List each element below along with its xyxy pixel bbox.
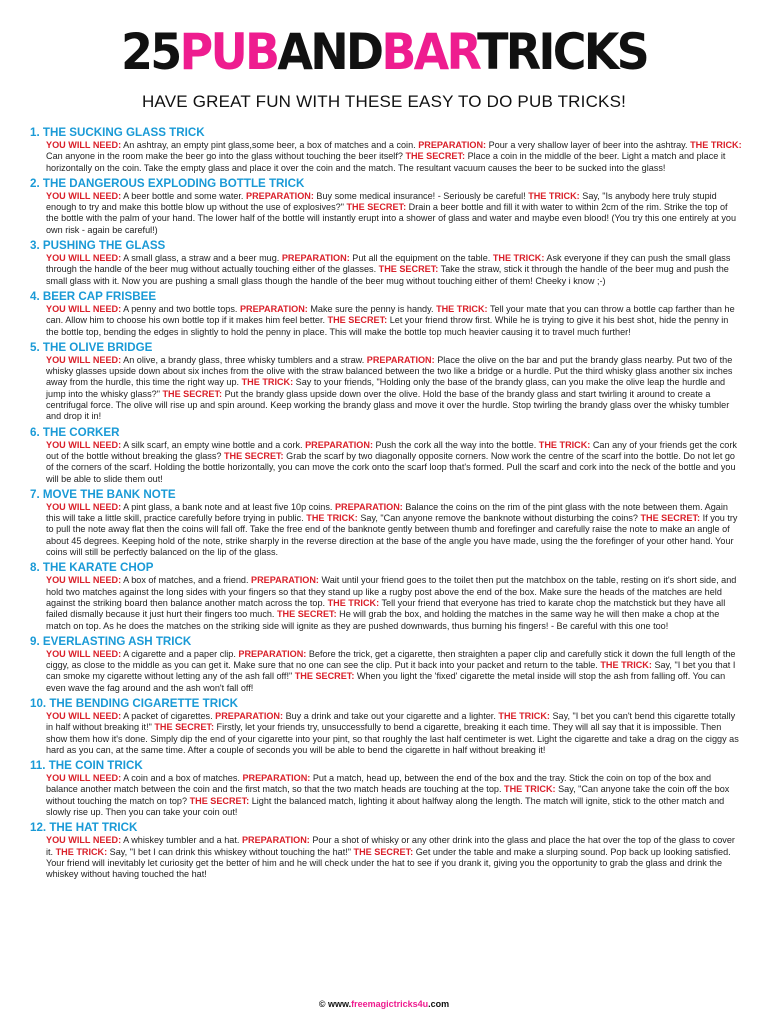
trick-item (30, 177, 742, 236)
the-trick-text: Say, "Can anyone remove the banknote without disturbing the coins? (360, 513, 638, 524)
the-trick-text: Can anyone in the room make the beer go into the glass without touching the beer itself? (46, 151, 403, 162)
the-trick-label: THE TRICK: (436, 303, 488, 314)
trick-body (46, 440, 742, 485)
need-text: A small glass, a straw and a beer mug. (123, 253, 280, 264)
the-trick-label: THE TRICK: (600, 660, 652, 671)
need-text: A silk scarf, an empty wine bottle and a cork. (123, 439, 303, 450)
trick-heading: 2. THE DANGEROUS EXPLODING BOTTLE TRICK (30, 176, 305, 190)
preparation-label: PREPARATION: (215, 710, 284, 721)
preparation-label: PREPARATION: (238, 648, 307, 659)
the-secret-label: THE SECRET: (346, 202, 407, 213)
the-secret-text: Place a coin in the middle of the beer. Light a match and place it horizontally on the coin. Take the empty glass and place it over the coin and the match. The resultant vacuum causes the beer to be sucked into the glass! (46, 151, 726, 173)
the-secret-label: THE SECRET: (378, 264, 439, 275)
preparation-text: Before the trick, get a cigarette, then straighten a paper clip and carefully stick it down the full length of the ciggy, as close to the middle as you can get it. Make sure that no one can see the clip. Put it back into your packet and return to the table. (46, 648, 736, 671)
need-label: YOU WILL NEED: (46, 710, 122, 721)
the-secret-label: THE SECRET: (223, 450, 284, 461)
page-title (31, 22, 738, 82)
trick-body (46, 191, 742, 236)
title-part-and: AND (277, 23, 382, 81)
preparation-text: Place the olive on the bar and put the brandy glass nearby. Put two of the whisky glasses upside down about six inches from the olive with the straw balanced between the two like a bridge or a hurdle. Put the third whisky glass another six inches away from the hurdle, this time the right way up. (46, 354, 733, 388)
preparation-label: PREPARATION: (242, 773, 311, 784)
the-trick-text: Can any of your friends get the cork out of the bottle without breaking the glass? (46, 439, 737, 461)
preparation-label: PREPARATION: (246, 190, 314, 201)
preparation-text: Put all the equipment on the table. (352, 253, 491, 264)
trick-heading: 9. EVERLASTING ASH TRICK (30, 634, 192, 648)
title-part-tricks: TRICKS (477, 23, 647, 81)
need-label: YOU WILL NEED: (46, 835, 122, 846)
the-trick-text: Say, "I bet you can't bend this cigarette totally in half without breaking it!" (46, 710, 736, 733)
need-label: YOU WILL NEED: (46, 190, 122, 201)
preparation-text: Make sure the penny is handy. (310, 303, 434, 314)
preparation-text: Put a match, head up, between the end of the box and the tray. Stick the coin on top of the box and balance another match between the coin and the first match, so that the two match heads are touching at the top. (46, 773, 712, 795)
trick-body (46, 835, 742, 880)
preparation-text: Buy some medical insurance! - Seriously be careful! (316, 190, 526, 201)
preparation-label: PREPARATION: (418, 140, 487, 150)
preparation-label: PREPARATION: (281, 253, 350, 264)
trick-body (46, 140, 742, 174)
tricks-list (30, 126, 742, 884)
the-secret-text: He will grab the box, and holding the matches in the same way he will then make a chop at the match on top. As he does the matches on the striking side will ignite as they are pushed downwards, thus burning his fingers! - Be careful with this one too! (46, 609, 720, 631)
trick-item (30, 697, 742, 756)
the-trick-label: THE TRICK: (306, 513, 358, 524)
preparation-label: PREPARATION: (239, 303, 308, 314)
trick-body (46, 502, 742, 558)
the-secret-text: Drain a beer bottle and fill it with water to within 2cm of the rim. Strike the top of the bottle with the palm of your hand. The lower half of the bottle will instantly erupt into a shower of glass and water and maybe even blood! (You try this one entirely at you own risk - again be careful!) (46, 202, 737, 235)
trick-item (30, 126, 742, 174)
the-secret-label: THE SECRET: (277, 609, 337, 620)
trick-heading: 10. THE BENDING CIGARETTE TRICK (30, 696, 239, 710)
the-trick-label: THE TRICK: (327, 597, 380, 608)
the-secret-label: THE SECRET: (640, 513, 701, 524)
the-trick-label: THE TRICK: (538, 439, 591, 450)
preparation-text: Pour a shot of whisky or any other drink into the glass and place the hat over the top of the glass to cover it. (46, 835, 735, 857)
trick-body (46, 711, 742, 756)
need-text: A coin and a box of matches. (123, 773, 240, 784)
need-label: YOU WILL NEED: (46, 439, 122, 450)
the-trick-text: Say, "I bet I can drink this whiskey without touching the hat!" (109, 846, 352, 857)
the-trick-text: Ask everyone if they can push the small glass through the handle of the beer mug without actually touching either of the glasses. (46, 253, 731, 275)
the-secret-label: THE SECRET: (162, 388, 223, 399)
title-part-pub: PUB (179, 23, 278, 81)
trick-body (46, 575, 742, 631)
need-text: A cigarette and a paper clip. (123, 648, 236, 659)
trick-item (30, 561, 742, 631)
page-subtitle: HAVE GREAT FUN WITH THESE EASY TO DO PUB TRICKS! (141, 92, 627, 111)
title-part-bar: BAR (381, 23, 478, 81)
the-trick-text: Say, "Can anyone take the coin off the box without touching the match on top? (46, 784, 730, 806)
need-label: YOU WILL NEED: (46, 253, 122, 264)
the-trick-label: THE TRICK: (528, 190, 580, 201)
need-text: A box of matches, and a friend. (123, 575, 249, 586)
footer-credit[interactable] (0, 999, 768, 1009)
the-secret-label: THE SECRET: (405, 151, 466, 162)
the-secret-text: When you light the 'fixed' cigarette the metal inside will stop the ash from falling off. You can even wave the fag around and the ash won't fall off! (46, 671, 726, 693)
the-secret-text: If you try to pull the note away flat then the coins will fall off. Take the free end of the banknote gently between thumb and forefinger and carefully raise the note to make an angle of about 45 degrees. Keeping hold of the note, strike sharply in the reverse direction at the base of the angle you have made, using the the forefinger of your other hand. Your coins will still be perfectly balanced on the lip of the glass. (46, 513, 738, 558)
trick-item (30, 239, 742, 287)
trick-heading: 3. PUSHING THE GLASS (30, 239, 166, 253)
trick-item (30, 341, 742, 423)
need-text: A whiskey tumbler and a hat. (123, 835, 240, 846)
preparation-label: PREPARATION: (334, 501, 403, 512)
trick-item (30, 426, 742, 485)
the-trick-label: THE TRICK: (498, 710, 550, 721)
footer-prefix: © www. (318, 999, 352, 1009)
trick-heading: 7. MOVE THE BANK NOTE (30, 487, 176, 501)
trick-body (46, 355, 742, 423)
preparation-label: PREPARATION: (366, 354, 435, 365)
footer-suffix: .com (428, 999, 450, 1009)
the-trick-label: THE TRICK: (690, 140, 742, 150)
preparation-text: Pour a very shallow layer of beer into the ashtray. (488, 140, 688, 150)
need-text: A pint glass, a bank note and at least five 10p coins. (123, 501, 333, 512)
the-trick-text: Say, "I bet you that I can smoke my cigarette without letting any of the ash fall off!" (46, 660, 736, 682)
trick-heading: 6. THE CORKER (30, 425, 120, 439)
need-text: An olive, a brandy glass, three whisky tumblers and a straw. (123, 354, 365, 365)
need-label: YOU WILL NEED: (46, 303, 122, 314)
trick-heading: 8. THE KARATE CHOP (30, 561, 154, 575)
preparation-text: Balance the coins on the rim of the pint glass with the note between them. Again this will take a little skill, practice carefully before trying in public. (46, 501, 728, 524)
preparation-label: PREPARATION: (305, 439, 373, 450)
trick-body (46, 649, 742, 694)
footer-brand: freemagictricks4u (351, 999, 429, 1009)
the-trick-label: THE TRICK: (55, 846, 108, 857)
need-text: A packet of cigarettes. (123, 710, 213, 721)
preparation-text: Wait until your friend goes to the toilet then put the matchbox on the table, resting on it's short side, and hold two matches against the long sides with your fingers so that they stand up like a rugby post above the end of the box. Make sure the heads of the matches are held against the striking board then balance another match across the top. (46, 575, 737, 608)
need-label: YOU WILL NEED: (46, 648, 122, 659)
trick-item (30, 290, 742, 338)
need-text: An ashtray, an empty pint glass,some beer, a box of matches and a coin. (123, 140, 416, 150)
the-secret-text: Grab the scarf by two diagonally opposite corners. Now work the centre of the scarf into the bottle. Do not let go of the corners of the scarf. Holding the bottle horizontally, you can move the cork onto the scarf loop that's formed. Pull the scarf and cork into the neck of the bottle and you will be able to slide them out! (46, 450, 736, 484)
trick-heading: 1. THE SUCKING GLASS TRICK (30, 126, 205, 139)
trick-body (46, 253, 742, 287)
preparation-label: PREPARATION: (241, 835, 310, 846)
the-secret-label: THE SECRET: (189, 795, 250, 806)
need-label: YOU WILL NEED: (46, 354, 122, 365)
trick-heading: 4. BEER CAP FRISBEE (30, 289, 157, 303)
trick-item (30, 635, 742, 694)
title-part-25: 25 (120, 23, 180, 81)
the-secret-text: Firstly, let your friends try, unsuccessfully to bend a cigarette, breaking it each time. They will all say that it is impossible. Then show them how it's done. Simply dip the end of your cigarette into your pint, so that roughly the last half centimeter is wet. Light the cigarette and take a drag on the ciggy as hard as you can, at the same time. After a couple of seconds you will be able to bend the cigarette in half without breaking it! (46, 722, 739, 755)
trick-item (30, 821, 742, 880)
the-trick-text: Say, "Is anybody here truly stupid enough to try and make this bottle blow up without the use of explosives?" (46, 190, 717, 213)
the-trick-text: Tell your mate that you can throw a bottle cap farther than he can. Allow him to choose his own bottle top if it makes him feel better. (46, 303, 735, 326)
the-secret-text: Get under the table and make a slurping sound. Pop back up looking satisfied. Your friend will inevitably let curiosity get the better of him and he will check under the hat to see if you drank it, giving you the opportunity to grab the glass and drink the whiskey without having touched the hat! (46, 846, 731, 880)
the-secret-text: Let your friend throw first. While he is trying to give it his best shot, hide the penny in the bottle top, bending the edges in slightly to hold the penny in place. This will make the bottle top much heavier causing it to travel much further! (46, 315, 729, 337)
the-secret-label: THE SECRET: (353, 846, 414, 857)
the-secret-text: Light the balanced match, lighting it about halfway along the length. The match will ignite, stick to the other match and slowly rise up. Then you can take your coin out! (46, 795, 725, 818)
the-secret-label: THE SECRET: (294, 671, 355, 682)
trick-body (46, 773, 742, 818)
the-secret-text: Take the straw, stick it through the handle of the beer mug and push the small glass with it. Now you are pushing a small glass though the handle of the beer mug without touching either of them! Cheeky i know ;-) (46, 264, 729, 286)
the-trick-label: THE TRICK: (504, 784, 556, 795)
need-label: YOU WILL NEED: (46, 575, 122, 586)
need-text: A penny and two bottle tops. (123, 303, 238, 314)
need-label: YOU WILL NEED: (46, 773, 122, 784)
need-label: YOU WILL NEED: (46, 501, 122, 512)
trick-heading: 12. THE HAT TRICK (30, 821, 138, 835)
the-trick-label: THE TRICK: (241, 377, 294, 388)
trick-heading: 5. THE OLIVE BRIDGE (30, 340, 153, 354)
the-secret-label: THE SECRET: (327, 315, 388, 326)
the-secret-label: THE SECRET: (154, 722, 214, 733)
need-text: A beer bottle and some water. (123, 190, 244, 201)
trick-item (30, 488, 742, 558)
the-trick-text: Say to your friends, "Holding only the base of the brandy glass, can you make the olive leap the hurdle and jump into the whisky glass?" (46, 377, 726, 399)
trick-heading: 11. THE COIN TRICK (30, 759, 143, 773)
the-trick-label: THE TRICK: (492, 253, 545, 264)
the-trick-text: Tell your friend that everyone has tried to karate chop the matchstick but they have all failed dismally because it just hurt their fingers too much. (46, 597, 726, 620)
preparation-text: Push the cork all the way into the bottle. (375, 439, 537, 450)
trick-item (30, 759, 742, 818)
trick-body (46, 304, 742, 338)
need-label: YOU WILL NEED: (46, 140, 122, 150)
preparation-text: Buy a drink and take out your cigarette and a lighter. (285, 710, 496, 721)
preparation-label: PREPARATION: (251, 575, 319, 586)
the-secret-text: Put the brandy glass upside down over the olive. Hold the base of the brandy glass and start twirling it around to create a centrifugal force. The olive will rise up and spin around. Keep working the brandy glass and move it over the hurdle. Stop twirling the brandy glass over the whisky tumbler and drop it in! (46, 388, 730, 422)
